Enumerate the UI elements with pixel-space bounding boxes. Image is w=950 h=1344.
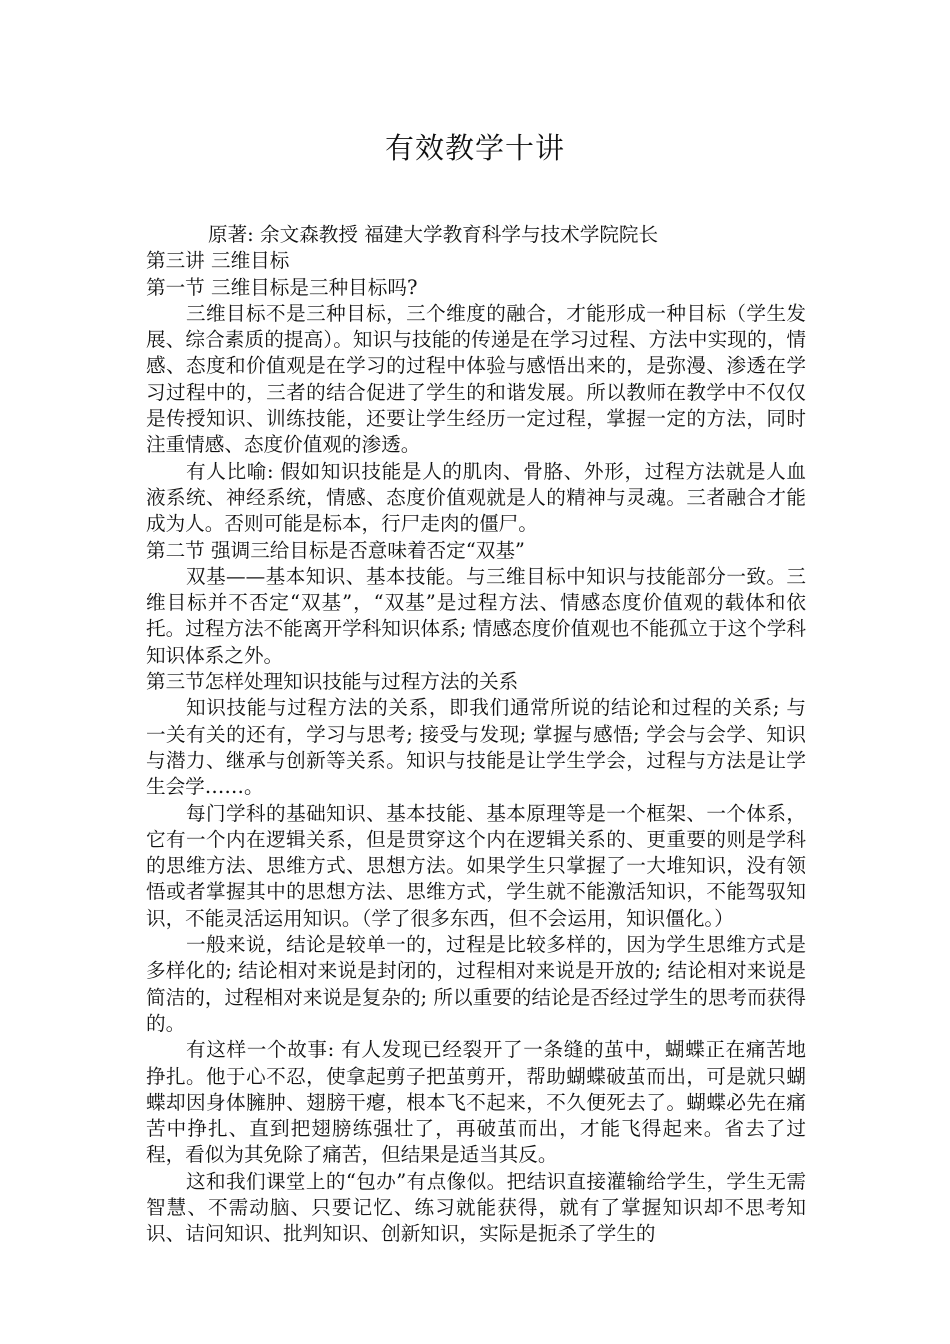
section-3-paragraph-1: 知识技能与过程方法的关系，即我们通常所说的结论和过程的关系; 与一关有关的还有，学习与思考; 接受与发现; 掌握与感悟; 学会与会学、知识与潜力、继承与创新等关系。知识与技能是让学生学会，过程与方法是让学生会学……。 [146, 696, 806, 799]
document-title: 有效教学十讲 [384, 131, 565, 165]
section-3-paragraph-3: 一般来说，结论是较单一的，过程是比较多样的，因为学生思维方式是多样化的; 结论相对来说是封闭的，过程相对来说是开放的; 结论相对来说是简洁的，过程相对来说是复杂的; 所以重要的结论是否经过学生的思考而获得的。 [146, 933, 806, 1035]
lecture-heading: 第三讲 三维目标 [146, 249, 290, 273]
section-1-heading: 第一节 三维目标是三种目标吗? [146, 275, 418, 299]
section-3-paragraph-4: 有这样一个故事: 有人发现已经裂开了一条缝的茧中，蝴蝶正在痛苦地挣扎。他于心不忍，使拿起剪子把茧剪开，帮助蝴蝶破茧而出，可是就只蝴蝶却因身体臃肿、翅膀干瘪，根本飞不起来，不久便死去了。蝴蝶必先在痛苦中挣扎、直到把翅膀练强壮了，再破茧而出，才能飞得起来。省去了过程，看似为其免除了痛苦，但结果是适当其反。 [146, 1038, 806, 1167]
section-3-heading: 第三节怎样处理知识技能与过程方法的关系 [146, 670, 519, 694]
section-2-heading: 第二节 强调三给目标是否意味着否定“双基” [146, 538, 525, 562]
section-1-paragraph-1: 三维目标不是三种目标，三个维度的融合，才能形成一种目标（学生发展、综合素质的提高）。知识与技能的传递是在学习过程、方法中实现的，情感、态度和价值观是在学习的过程中体验与感悟出来的，是弥漫、渗透在学习过程中的，三者的结合促进了学生的和谐发展。所以教师在教学中不仅仅是传授知识、训练技能，还要让学生经历一定过程，掌握一定的方法，同时注重情感、态度价值观的渗透。 [146, 301, 806, 457]
section-2-paragraph-1: 双基——基本知识、基本技能。与三维目标中知识与技能部分一致。三维目标并不否定“双基”，“双基”是过程方法、情感态度价值观的载体和依托。过程方法不能离开学科知识体系; 情感态度价值观也不能孤立于这个学科知识体系之外。 [146, 564, 806, 667]
document-body [146, 222, 806, 1248]
section-3-paragraph-5: 这和我们课堂上的“包办”有点像似。把结识直接灌输给学生，学生无需智慧、不需动脑、只要记忆、练习就能获得，就有了掌握知识却不思考知识、诘问知识、批判知识、创新知识，实际是扼杀了学生的 [146, 1169, 806, 1246]
section-1-paragraph-2: 有人比喻: 假如知识技能是人的肌肉、骨胳、外形，过程方法就是人血液系统、神经系统，情感、态度价值观就是人的精神与灵魂。三者融合才能成为人。否则可能是标本，行尸走肉的僵尸。 [146, 459, 806, 536]
author-byline: 原著: 余文森教授 福建大学教育科学与技术学院院长 [208, 223, 659, 246]
section-3-paragraph-2: 每门学科的基础知识、基本技能、基本原理等是一个框架、一个体系，它有一个内在逻辑关系，但是贯穿这个内在逻辑关系的、更重要的则是学科的思维方法、思维方式、思想方法。如果学生只掌握了一大堆知识，没有领悟或者掌握其中的思想方法、思维方式，学生就不能激活知识，不能驾驭知识，不能灵活运用知识。（学了很多东西，但不会运用，知识僵化。） [146, 801, 806, 930]
